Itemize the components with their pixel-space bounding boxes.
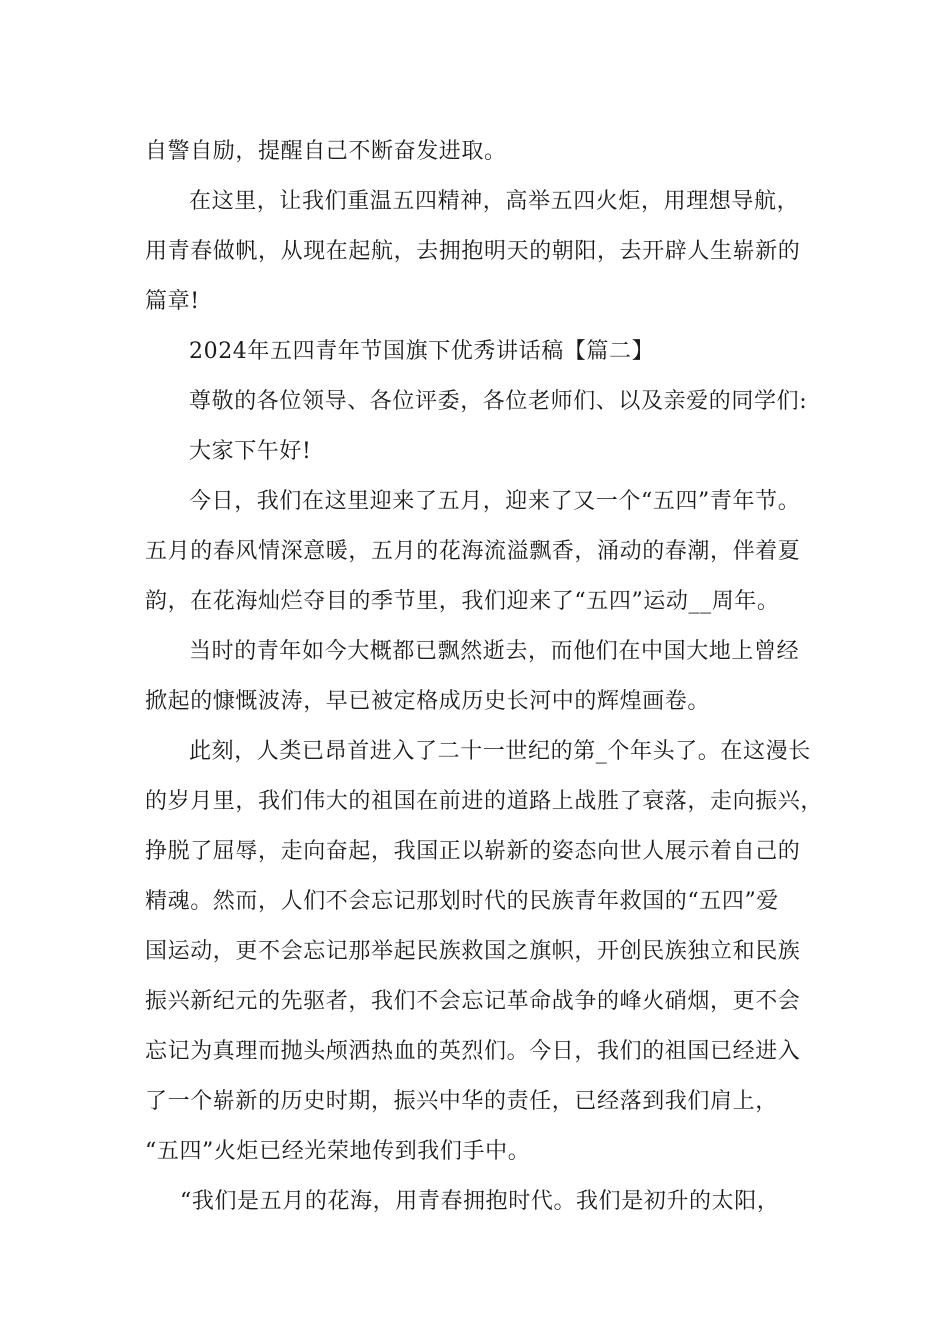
salutation: 尊敬的各位领导、各位评委，各位老师们、以及亲爱的同学们:: [189, 389, 808, 414]
text-line: “五四”火炬已经光荣地传到我们手中。: [145, 1139, 531, 1164]
text-line: 的岁月里，我们伟大的祖国在前进的道路上战胜了衰落，走向振兴，: [145, 789, 824, 814]
text-line: 韵，在花海灿烂夺目的季节里，我们迎来了“五四”运动__周年。: [145, 589, 780, 614]
text-line: 忘记为真理而抛头颅洒热血的英烈们。今日，我们的祖国已经进入: [145, 1039, 801, 1064]
text-line: 五月的春风情深意暖，五月的花海流溢飘香，涌动的春潮，伴着夏: [145, 539, 801, 564]
text-line: “我们是五月的花海，用青春拥抱时代。我们是初升的太阳，: [180, 1189, 780, 1214]
text-line: 挣脱了屈辱，走向奋起，我国正以崭新的姿态向世人展示着自己的: [145, 839, 801, 864]
text-line: 自警自励，提醒自己不断奋发进取。: [145, 139, 507, 164]
text-line: 篇章!: [145, 289, 200, 314]
text-line: 此刻，人类已昂首进入了二十一世纪的第_个年头了。在这漫长: [189, 739, 811, 764]
text-line: 在这里，让我们重温五四精神，高举五四火炬，用理想导航，: [189, 189, 800, 214]
text-line: 今日，我们在这里迎来了五月，迎来了又一个“五四”青年节。: [189, 489, 801, 514]
text-line: 用青春做帆，从现在起航，去拥抱明天的朝阳，去开辟人生崭新的: [145, 239, 801, 264]
text-line: 振兴新纪元的先驱者，我们不会忘记革命战争的峰火硝烟，更不会: [145, 989, 801, 1014]
text-line: 掀起的慷慨波涛，早已被定格成历史长河中的辉煌画卷。: [145, 689, 711, 714]
section-heading: 2024年五四青年节国旗下优秀讲话稿【篇二】: [189, 339, 655, 364]
text-line: 国运动，更不会忘记那举起民族救国之旗帜，开创民族独立和民族: [145, 939, 801, 964]
text-line: 了一个崭新的历史时期，振兴中华的责任，已经落到我们肩上，: [145, 1089, 778, 1114]
greeting: 大家下午好!: [189, 439, 312, 464]
text-line: 精魂。然而，人们不会忘记那划时代的民族青年救国的“五四”爱: [145, 889, 779, 914]
text-line: 当时的青年如今大概都已飘然逝去，而他们在中国大地上曾经: [189, 639, 800, 664]
